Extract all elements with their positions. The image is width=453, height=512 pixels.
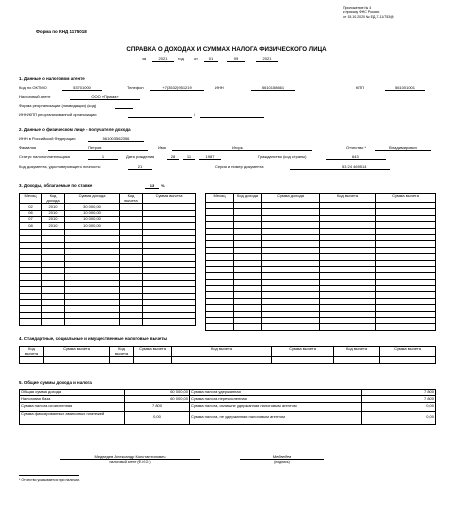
dob-year: 1987 xyxy=(199,154,221,160)
deductions-table xyxy=(19,346,436,364)
income-rate: 13 xyxy=(145,183,159,189)
table-row xyxy=(206,324,436,330)
citizen-value: 643 xyxy=(326,154,386,160)
table-cell xyxy=(143,319,196,325)
col-deduction-code: Код вычета xyxy=(172,347,272,357)
patronymic-label: Отчество * xyxy=(346,145,367,150)
tax-transferred-label: Сумма налога перечисленная xyxy=(190,396,362,402)
col-deduction-code: Код вычета xyxy=(120,194,143,204)
reorg-line xyxy=(115,108,133,109)
income-table-right xyxy=(205,193,436,331)
col-deduction-sum: Сумма вычета xyxy=(143,194,196,204)
income-percent: % xyxy=(161,183,165,188)
month-cell: 06 xyxy=(20,210,42,216)
col-month: Месяц xyxy=(206,194,234,203)
income-code-cell: 2010 xyxy=(42,204,65,210)
agent-label: Налоговый агент xyxy=(19,94,51,99)
reorg-label: Форма реорганизации (ликвидации) (код) xyxy=(19,103,97,108)
income-code-cell: 2010 xyxy=(42,216,65,222)
tax-excess-label: Сумма налога, излишне удержанная налоговым агентом xyxy=(190,402,362,411)
income-sum-cell: 10 000,00 xyxy=(65,223,120,229)
col-deduction-sum: Сумма вычета xyxy=(272,347,334,357)
agent-inn-value: 5610158661 xyxy=(251,85,295,91)
table-row xyxy=(20,319,196,325)
citizen-label: Гражданство (код страны) xyxy=(258,154,307,159)
advance-payments-label: Сумма фиксированных авансовых платежей xyxy=(20,411,125,424)
month-cell: 07 xyxy=(20,216,42,222)
status-label: Статус налогоплательщика xyxy=(19,154,70,159)
period-month: 09 xyxy=(227,56,245,62)
col-income-code: Код дохода xyxy=(234,194,262,203)
period-za: за xyxy=(142,56,147,61)
col-deduction-sum: Сумма вычета xyxy=(380,347,436,357)
income-sum-cell: 10 000,00 xyxy=(65,210,120,216)
tax-not-withheld-value: 0,00 xyxy=(362,411,436,424)
dob-month: 11 xyxy=(183,154,195,160)
reorg-kpp-line xyxy=(200,117,264,118)
col-deduction-code: Код вычета xyxy=(320,194,376,203)
period-year: 2021 xyxy=(152,56,174,62)
table-cell xyxy=(380,357,436,363)
agent-fio: Медведев Александр Константинович xyxy=(60,454,200,460)
col-deduction-code: Код вычета xyxy=(20,347,44,357)
section-3-heading: 3. Доходы, облагаемые по ставке xyxy=(19,183,93,188)
table-cell xyxy=(334,357,380,363)
tax-calculated-value: 7 800 xyxy=(125,402,190,411)
kpp-label: КПП xyxy=(356,85,365,90)
name-value: Игорь xyxy=(172,145,312,151)
phone-label: Телефон xyxy=(127,85,144,90)
income-table-left xyxy=(19,193,196,326)
income-table-header-row xyxy=(206,194,436,203)
col-deduction-code: Код вычета xyxy=(334,347,380,357)
table-cell xyxy=(134,357,172,363)
dob-label: Дата рождения xyxy=(126,154,155,159)
tax-not-withheld-label: Сумма налога, не удержанная налоговым агентом xyxy=(190,411,362,424)
section-1-heading: 1. Данные о налоговом агенте xyxy=(19,76,85,81)
tax-withheld-label: Сумма налога удержанная xyxy=(190,390,362,396)
period-god: год xyxy=(178,56,184,61)
col-month: Месяц xyxy=(20,194,42,204)
total-income-value: 60 000,00 xyxy=(125,390,190,396)
income-sum-cell: 30 000,00 xyxy=(65,204,120,210)
table-cell xyxy=(172,357,272,363)
kpp-value: 561001001 xyxy=(385,85,425,91)
table-row xyxy=(20,357,436,363)
agent-fio-caption: налоговый агент (Ф.И.О.) xyxy=(109,460,151,464)
col-deduction-sum: Сумма вычета xyxy=(134,347,172,357)
person-inn-value: 561003562356 xyxy=(88,136,144,142)
col-income-sum: Сумма дохода xyxy=(65,194,120,204)
table-row xyxy=(20,411,436,424)
series-label: Серия и номер документа xyxy=(215,164,264,169)
table-cell xyxy=(206,324,234,330)
doc-label: Код документа, удостоверяющего личность: xyxy=(19,164,102,169)
signature-caption: (подпись) xyxy=(274,460,290,464)
section-2-heading: 2. Данные о физическом лице - получателе дохода xyxy=(19,127,131,132)
advance-payments-value: 0,00 xyxy=(125,411,190,424)
page-title: СПРАВКА О ДОХОДАХ И СУММАХ НАЛОГА ФИЗИЧЕСКОГО ЛИЦА xyxy=(126,46,327,53)
status-value: 1 xyxy=(88,154,118,160)
dob-day: 28 xyxy=(167,154,179,160)
surname-label: Фамилия xyxy=(19,145,36,150)
income-table-header-row xyxy=(20,194,196,204)
table-cell xyxy=(42,319,65,325)
totals-table xyxy=(19,389,436,425)
col-income-code: Код дохода xyxy=(42,194,65,204)
reorg-inn-line xyxy=(128,117,192,118)
table-row xyxy=(20,402,436,411)
table-cell xyxy=(234,324,262,330)
total-income-label: Общая сумма дохода xyxy=(20,390,125,396)
income-code-cell: 2010 xyxy=(42,223,65,229)
agent-inn-label: ИНН xyxy=(215,85,224,90)
tax-base-value: 60 000,00 xyxy=(125,396,190,402)
series-value: 53 24 469514 xyxy=(290,164,390,170)
table-cell xyxy=(262,324,320,330)
reorg-inn-label: ИНН/КПП реорганизованной организации xyxy=(19,112,97,117)
tax-base-label: Налоговая база xyxy=(20,396,125,402)
agent-value: ООО «Прима» xyxy=(70,94,140,100)
appendix-note xyxy=(343,6,394,19)
patronymic-value: Владимирович xyxy=(375,145,431,151)
col-deduction-sum: Сумма вычета xyxy=(376,194,436,203)
tax-excess-value: 0,00 xyxy=(362,402,436,411)
tax-transferred-value: 7 800 xyxy=(362,396,436,402)
period-day: 01 xyxy=(204,56,218,62)
doc-code: 21 xyxy=(128,164,152,170)
col-deduction-code: Код вычета xyxy=(110,347,134,357)
signature: Медведев xyxy=(240,454,324,460)
footnote: * Отчество указывается при наличии. xyxy=(19,478,81,482)
appendix-line: Приложение № 4 xyxy=(343,6,372,10)
person-inn-label: ИНН в Российской Федерации xyxy=(19,136,76,141)
table-cell xyxy=(320,324,376,330)
reorg-sep: / xyxy=(194,112,196,117)
table-cell xyxy=(376,324,436,330)
tax-withheld-value: 7 800 xyxy=(362,390,436,396)
surname-value: Петров xyxy=(48,145,148,151)
table-cell xyxy=(20,357,44,363)
income-code-cell: 2010 xyxy=(42,210,65,216)
section-5-heading: 5. Общие суммы дохода и налога xyxy=(19,380,92,385)
month-cell: 08 xyxy=(20,223,42,229)
table-cell xyxy=(272,357,334,363)
tax-calculated-label: Сумма налога исчисленная xyxy=(20,402,125,411)
section-4-heading: 4. Стандартные, социальные и имущественные налоговые вычеты xyxy=(19,336,168,341)
table-cell xyxy=(65,319,120,325)
table-cell xyxy=(110,357,134,363)
table-cell xyxy=(20,319,42,325)
form-code: Форма по КНД 1175018 xyxy=(36,29,87,34)
appendix-line: к приказу ФНС России xyxy=(343,10,380,15)
appendix-line: от 15.10.2020 № ЕД-7-11/753@ xyxy=(343,14,394,19)
income-sum-cell: 10 000,00 xyxy=(65,216,120,222)
deductions-header-row xyxy=(20,347,436,357)
month-cell: 02 xyxy=(20,204,42,210)
name-label: Имя xyxy=(158,145,166,150)
footnote-divider xyxy=(19,475,79,476)
oktmo-value: 53701000 xyxy=(62,85,102,91)
phone-value: +7(3532)951219 xyxy=(150,85,204,91)
period-year2: 2021 xyxy=(256,56,278,62)
col-deduction-sum: Сумма вычета xyxy=(44,347,110,357)
period-ot: от xyxy=(194,56,198,61)
oktmo-label: Код по ОКТМО xyxy=(19,85,47,90)
table-cell xyxy=(44,357,110,363)
table-cell xyxy=(120,319,143,325)
col-income-sum: Сумма дохода xyxy=(262,194,320,203)
